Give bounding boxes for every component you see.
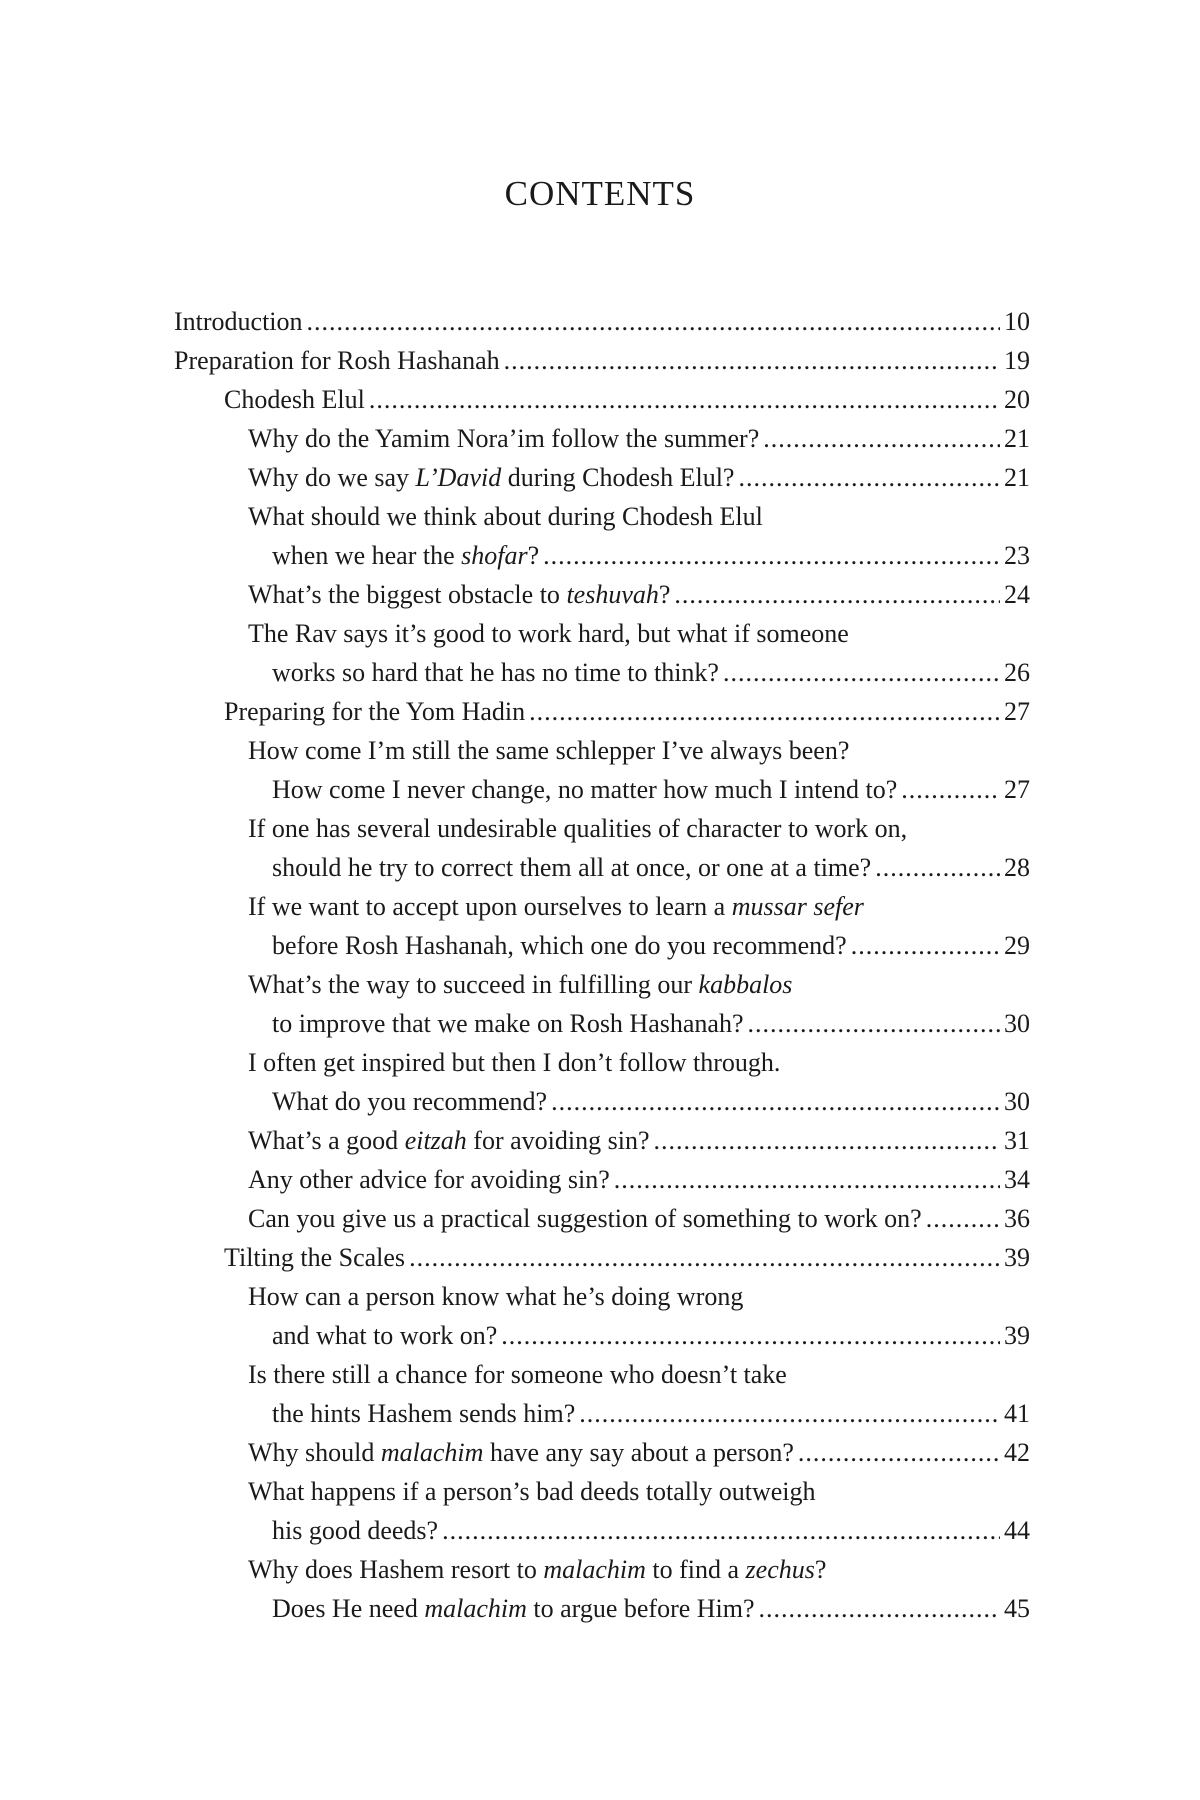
- toc-page-number: 27: [1004, 697, 1030, 726]
- toc-entry: [174, 1511, 1030, 1550]
- toc-page-number: 42: [1004, 1438, 1030, 1467]
- toc-entry: [174, 1160, 1030, 1199]
- toc-entry-title: [272, 1589, 755, 1628]
- dot-leader: [759, 1589, 1000, 1628]
- toc-title-segment: ?: [527, 541, 540, 570]
- dot-leader: [763, 419, 1000, 458]
- toc-entry: [174, 1550, 1030, 1589]
- toc-entry-title: [174, 302, 303, 341]
- toc-entry: [174, 1589, 1030, 1628]
- toc-title-segment: The Rav says it’s good to work hard, but what if someone: [248, 619, 849, 648]
- toc-title-segment: when we hear the: [272, 541, 462, 570]
- toc-page-number: 23: [1004, 541, 1030, 570]
- dot-leader: [501, 1316, 1000, 1355]
- toc-title-segment: What’s the biggest obstacle to: [248, 580, 567, 609]
- toc-title-segment: Any other advice for avoiding sin?: [248, 1165, 610, 1194]
- toc-title-italic-segment: malachim: [424, 1594, 527, 1623]
- toc-entry-title: [248, 887, 864, 926]
- table-of-contents: [174, 302, 1030, 1628]
- toc-title-segment: What do you recommend?: [272, 1087, 548, 1116]
- toc-entry: [174, 419, 1030, 458]
- toc-title-segment: Tilting the Scales: [224, 1243, 406, 1272]
- toc-title-segment: What’s the way to succeed in fulfilling our: [248, 970, 699, 999]
- toc-title-segment: Why should: [248, 1438, 381, 1467]
- toc-title-segment: I often get inspired but then I don’t follow through.: [248, 1048, 781, 1077]
- toc-title-segment: for avoiding sin?: [466, 1126, 650, 1155]
- toc-entry-title: [248, 1355, 787, 1394]
- toc-entry: [174, 809, 1030, 848]
- toc-entry: [174, 1199, 1030, 1238]
- toc-entry: [174, 1472, 1030, 1511]
- toc-entry-title: [224, 380, 365, 419]
- toc-entry: [174, 575, 1030, 614]
- toc-title-segment: Why do we say: [248, 463, 416, 492]
- toc-page-number: 20: [1004, 385, 1030, 414]
- toc-title-segment: the hints Hashem sends him?: [272, 1399, 576, 1428]
- dot-leader: [875, 848, 1000, 887]
- toc-entry-title: [272, 926, 847, 965]
- toc-title-segment: Introduction: [174, 307, 303, 336]
- toc-page-number: 27: [1004, 775, 1030, 804]
- toc-title-italic-segment: eitzah: [404, 1126, 467, 1155]
- dot-leader: [738, 458, 1000, 497]
- toc-entry: [174, 887, 1030, 926]
- toc-page-number: 45: [1004, 1594, 1030, 1623]
- toc-title-segment: during Chodesh Elul?: [501, 463, 735, 492]
- toc-title-segment: What should we think about during Chodesh Elul: [248, 502, 763, 531]
- dot-leader: [926, 1199, 1000, 1238]
- dot-leader: [504, 341, 1000, 380]
- toc-title-segment: Why does Hashem resort to: [248, 1555, 544, 1584]
- toc-entry-title: [248, 497, 763, 536]
- toc-page-number: 39: [1004, 1321, 1030, 1350]
- toc-page-number: 44: [1004, 1516, 1030, 1545]
- toc-title-italic-segment: zechus: [745, 1555, 815, 1584]
- toc-title-segment: Chodesh Elul: [224, 385, 365, 414]
- dot-leader: [579, 1394, 1000, 1433]
- toc-page-number: 29: [1004, 931, 1030, 960]
- toc-page-number: 31: [1004, 1126, 1030, 1155]
- toc-entry-title: [224, 1238, 405, 1277]
- toc-entry-title: [272, 653, 719, 692]
- dot-leader: [674, 575, 1000, 614]
- toc-entry-title: [248, 458, 734, 497]
- toc-page-number: 21: [1004, 424, 1030, 453]
- toc-entry-title: [248, 965, 792, 1004]
- dot-leader: [551, 1082, 1000, 1121]
- dot-leader: [543, 536, 1000, 575]
- toc-entry: [174, 848, 1030, 887]
- toc-entry: [174, 380, 1030, 419]
- dot-leader: [748, 1004, 1001, 1043]
- dot-leader: [614, 1160, 1000, 1199]
- dot-leader: [723, 653, 1000, 692]
- dot-leader: [409, 1238, 1000, 1277]
- toc-page-number: 30: [1004, 1087, 1030, 1116]
- toc-title-segment: Is there still a chance for someone who doesn’t take: [248, 1360, 787, 1389]
- toc-title-segment: If we want to accept upon ourselves to learn a: [248, 892, 732, 921]
- toc-entry-title: [272, 770, 897, 809]
- toc-entry: [174, 731, 1030, 770]
- toc-page-number: 21: [1004, 463, 1030, 492]
- toc-entry: [174, 458, 1030, 497]
- toc-page-number: 36: [1004, 1204, 1030, 1233]
- toc-entry-title: [248, 1472, 816, 1511]
- toc-entry-title: [248, 1550, 826, 1589]
- toc-entry: [174, 614, 1030, 653]
- toc-title-segment: Can you give us a practical suggestion of something to work on?: [248, 1204, 922, 1233]
- toc-title-segment: before Rosh Hashanah, which one do you recommend?: [272, 931, 847, 960]
- toc-entry-title: [248, 1160, 610, 1199]
- toc-title-segment: should he try to correct them all at once, or one at a time?: [272, 853, 872, 882]
- toc-title-segment: Does He need: [272, 1594, 425, 1623]
- toc-entry: [174, 1433, 1030, 1472]
- dot-leader: [369, 380, 1000, 419]
- toc-entry-title: [272, 1082, 547, 1121]
- toc-entry: [174, 926, 1030, 965]
- toc-page-number: 39: [1004, 1243, 1030, 1272]
- toc-title-italic-segment: shofar: [461, 541, 528, 570]
- toc-entry-title: [224, 692, 525, 731]
- toc-entry: [174, 1316, 1030, 1355]
- toc-entry-title: [248, 614, 849, 653]
- toc-entry-title: [248, 809, 907, 848]
- toc-title-italic-segment: malachim: [380, 1438, 484, 1467]
- toc-title-segment: and what to work on?: [272, 1321, 498, 1350]
- toc-title-segment: How can a person know what he’s doing wrong: [248, 1282, 744, 1311]
- toc-title-italic-segment: mussar sefer: [731, 892, 864, 921]
- toc-title-segment: ?: [814, 1555, 827, 1584]
- toc-title-segment: How come I never change, no matter how much I intend to?: [272, 775, 898, 804]
- toc-entry: [174, 1238, 1030, 1277]
- toc-page-number: 10: [1004, 307, 1030, 336]
- toc-entry: [174, 1082, 1030, 1121]
- dot-leader: [901, 770, 1000, 809]
- toc-title-italic-segment: malachim: [543, 1555, 646, 1584]
- toc-entry: [174, 1394, 1030, 1433]
- toc-entry-title: [248, 1121, 649, 1160]
- toc-entry: [174, 536, 1030, 575]
- toc-entry-title: [248, 575, 670, 614]
- toc-entry-title: [248, 1043, 780, 1082]
- toc-entry-title: [272, 1394, 575, 1433]
- toc-title-segment: to improve that we make on Rosh Hashanah?: [272, 1009, 744, 1038]
- dot-leader: [653, 1121, 1000, 1160]
- toc-title-segment: Preparation for Rosh Hashanah: [174, 346, 500, 375]
- dot-leader: [529, 692, 1000, 731]
- toc-entry-title: [272, 1004, 744, 1043]
- toc-entry-title: [248, 1433, 794, 1472]
- toc-title-segment: Preparing for the Yom Hadin: [224, 697, 526, 726]
- toc-entry-title: [272, 1316, 497, 1355]
- toc-title-segment: What happens if a person’s bad deeds totally outweigh: [248, 1477, 816, 1506]
- toc-entry: [174, 770, 1030, 809]
- toc-title-segment: have any say about a person?: [483, 1438, 794, 1467]
- toc-entry: [174, 653, 1030, 692]
- toc-title-segment: ?: [658, 580, 671, 609]
- toc-entry-title: [272, 1511, 438, 1550]
- toc-entry: [174, 692, 1030, 731]
- page-title: CONTENTS: [504, 174, 696, 213]
- toc-title-italic-segment: teshuvah: [566, 580, 659, 609]
- dot-leader: [307, 302, 1000, 341]
- toc-page-number: 19: [1004, 346, 1030, 375]
- toc-title-italic-segment: kabbalos: [698, 970, 793, 999]
- toc-entry-title: [248, 1199, 922, 1238]
- toc-entry: [174, 302, 1030, 341]
- toc-page-number: 30: [1004, 1009, 1030, 1038]
- toc-title-segment: works so hard that he has no time to think?: [272, 658, 719, 687]
- toc-title-segment: What’s a good: [248, 1126, 405, 1155]
- toc-entry-title: [272, 848, 871, 887]
- toc-entry: [174, 497, 1030, 536]
- toc-title-italic-segment: L’David: [415, 463, 502, 492]
- dot-leader: [798, 1433, 1000, 1472]
- toc-entry: [174, 1277, 1030, 1316]
- toc-entry-title: [174, 341, 500, 380]
- toc-title-segment: If one has several undesirable qualities of character to work on,: [248, 814, 908, 843]
- toc-page-number: 34: [1004, 1165, 1030, 1194]
- toc-page-number: 28: [1004, 853, 1030, 882]
- toc-title-segment: Why do the Yamim Nora’im follow the summer?: [248, 424, 760, 453]
- toc-page-number: 26: [1004, 658, 1030, 687]
- dot-leader: [442, 1511, 1000, 1550]
- toc-title-segment: to argue before Him?: [526, 1594, 755, 1623]
- toc-title-segment: his good deeds?: [272, 1516, 439, 1545]
- toc-entry-title: [248, 1277, 743, 1316]
- toc-entry-title: [248, 419, 759, 458]
- toc-entry-title: [248, 731, 849, 770]
- toc-entry-title: [272, 536, 539, 575]
- toc-title-segment: to find a: [645, 1555, 746, 1584]
- toc-entry: [174, 965, 1030, 1004]
- dot-leader: [851, 926, 1000, 965]
- toc-page-number: 41: [1004, 1399, 1030, 1428]
- toc-entry: [174, 1121, 1030, 1160]
- toc-entry: [174, 1043, 1030, 1082]
- toc-entry: [174, 1004, 1030, 1043]
- toc-entry: [174, 1355, 1030, 1394]
- toc-title-segment: How come I’m still the same schlepper I’ve always been?: [248, 736, 850, 765]
- toc-page-number: 24: [1004, 580, 1030, 609]
- toc-entry: [174, 341, 1030, 380]
